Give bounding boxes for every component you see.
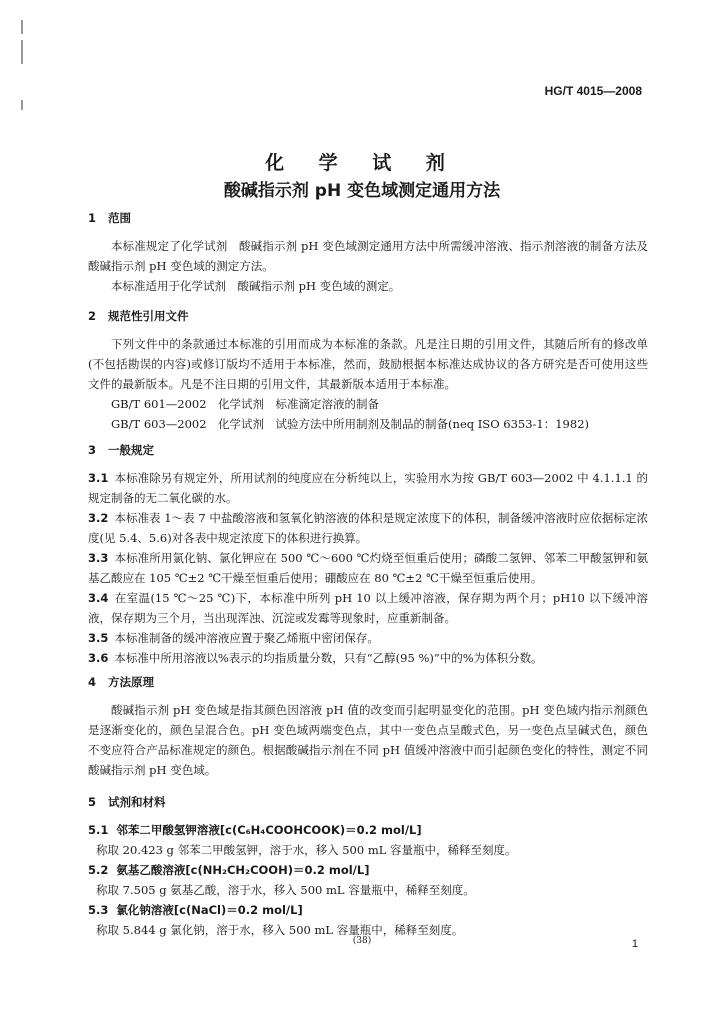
clause: 3.1 本标准除另有规定外，所用试剂的纯度应在分析纯以上，实验用水为按 GB/T 603—2002 中 4.1.1.1 的规定制备的无二氧化碳的水。 [88,471,648,505]
reference-item: GB/T 603—2002 化学试剂 试验方法中所用制剂及制品的制备(neq ISO 6353-1：1982) [111,417,589,431]
subsection-heading: 5.2 氨基乙酸溶液[c(NH₂CH₂COOH)＝0.2 mol/L] [88,863,370,877]
section-heading: 3 一般规定 [88,443,154,457]
paragraph: 本标准规定了化学试剂 酸碱指示剂 pH 变色域测定通用方法中所需缓冲溶液、指示剂溶液的制备方法及酸碱指示剂 pH 变色域的测定方法。 [88,239,648,273]
clause: 3.5 本标准制备的缓冲溶液应置于聚乙烯瓶中密闭保存。 [88,631,379,645]
clause: 3.3 本标准所用氯化钠、氯化钾应在 500 ℃～600 ℃灼烧至恒重后使用；磷酸二氢钾、邻苯二甲酸氢钾和氨基乙酸应在 105 ℃±2 ℃干燥至恒重后使用；硼酸应在 80 ℃±2 ℃干燥至恒重后使用。 [88,551,648,585]
footer-center-number: (38) [352,936,372,946]
section-heading: 4 方法原理 [88,675,154,689]
section-5 [88,792,648,940]
paragraph: 下列文件中的条款通过本标准的引用而成为本标准的条款。凡是注日期的引用文件，其随后所有的修改单(不包括勘误的内容)或修订版均不适用于本标准，然而，鼓励根据本标准达成协议的各方研究是否可使用这些文件的最新版本。凡是不注日期的引用文件，其最新版本适用于本标准。 [88,337,648,391]
reference-item: GB/T 601—2002 化学试剂 标准滴定溶液的制备 [111,397,380,411]
paragraph: 称取 20.423 g 邻苯二甲酸氢钾，溶于水，移入 500 mL 容量瓶中，稀释至刻度。 [96,843,517,857]
section-heading: 5 试剂和材料 [88,795,166,809]
scan-edge-mark [21,20,23,34]
scan-edge-mark [21,100,23,110]
paragraph: 酸碱指示剂 pH 变色域是指其颜色因溶液 pH 值的改变而引起明显变化的范围。pH 变色域内指示剂颜色是逐渐变化的，颜色呈混合色。pH 变色域两端变色点，其中一变色点呈酸式色，另一变色点呈碱式色，颜色不变应符合产品标准规定的颜色。根据酸碱指示剂在不同 pH 值缓冲溶液中而引起颜色变化的特性，测定不同酸碱指示剂 pH 变色域。 [88,703,648,777]
paragraph: 本标准适用于化学试剂 酸碱指示剂 pH 变色域的测定。 [111,279,401,293]
paragraph: 称取 7.505 g 氨基乙酸，溶于水，移入 500 mL 容量瓶中，稀释至刻度。 [96,883,475,897]
page-number: 1 [631,938,638,950]
section-heading: 2 规范性引用文件 [88,309,189,323]
section-4 [88,672,648,780]
section-heading: 1 范围 [88,211,131,225]
clause: 3.4 在室温(15 ℃～25 ℃)下，本标准中所列 pH 10 以上缓冲溶液，保存期为两个月；pH10 以下缓冲溶液，保存期为三个月，当出现浑浊、沉淀或发霉等现象时，应重新制备。 [88,591,648,625]
subsection-heading: 5.3 氯化钠溶液[c(NaCl)＝0.2 mol/L] [88,903,303,917]
subsection-heading: 5.1 邻苯二甲酸氢钾溶液[c(C₆H₄COOHCOOK)＝0.2 mol/L] [88,823,422,837]
section-3 [88,440,648,668]
clause: 3.6 本标准中所用溶液以%表示的均指质量分数，只有“乙醇(95 %)”中的%为体积分数。 [88,651,543,665]
section-1 [88,208,648,296]
paragraph: 称取 5.844 g 氯化钠，溶于水，移入 500 mL 容量瓶中，稀释至刻度。 [96,923,464,937]
document-subtitle: 酸碱指示剂 pH 变色域测定通用方法 [223,181,501,201]
standard-code: HG/T 4015—2008 [544,84,642,98]
section-2 [88,306,648,434]
clause: 3.2 本标准表 1～表 7 中盐酸溶液和氢氧化钠溶液的体积是规定浓度下的体积，制备缓冲溶液时应依据标定浓度(见 5.4、5.6)对各表中规定浓度下的体积进行换算。 [88,511,648,545]
scan-edge-mark [21,40,23,64]
document-title: 化 学 试 剂 [265,152,459,174]
